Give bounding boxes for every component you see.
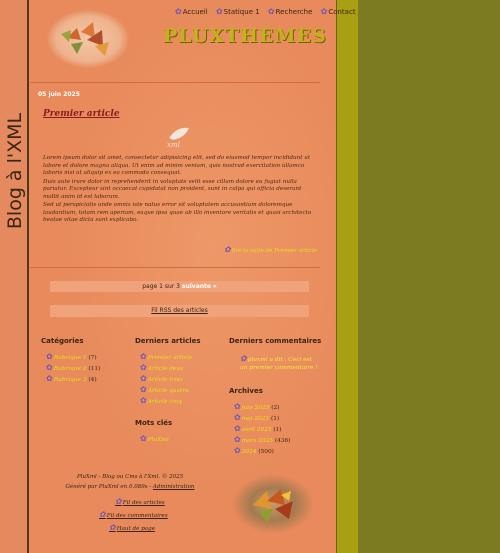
flower-icon: ✿ [140,374,147,383]
list-item[interactable]: ✿mai 2025 (1) [234,413,280,422]
article-paragraph: Lorem ipsum dolor sit amet, consectetur adipisicing elit, sed do eiusmod tempor incididunt ut labore et dolore magna aliqua. Ut enim ad minim veniam, quis nostrud exercitation ullamco laboris nisi ut aliquip ex ea commodo consequat. [43,155,311,176]
vertical-blog-title: Blog à l'XML [4,112,26,230]
archives-list [234,402,290,457]
flower-icon: ✿ [140,396,147,405]
flower-icon: ✿ [140,434,147,443]
leaves-photo-illustration [233,475,313,533]
list-item[interactable]: ✿Rubrique 3 (4) [46,374,97,383]
categories-list [46,352,100,385]
flower-icon: ✿ [224,245,231,254]
nav-search[interactable]: ✿Recherche [267,7,313,16]
pagination: page 1 sur 3 suivante » [50,281,309,292]
recent-articles-list [140,352,192,407]
list-item[interactable]: ✿Article deux [140,363,184,372]
list-item[interactable]: ✿Article cinq [140,396,182,405]
flower-icon: ✿ [140,352,147,361]
list-item[interactable]: ✿Rubrique 2 (11) [46,363,101,372]
xml-leaf-icon [163,124,193,148]
article-title-link[interactable]: Premier article [43,109,120,119]
flower-icon: ✿ [240,354,247,363]
footer-generated: Généré par PluXml en 0.089s - Administration [65,484,195,490]
list-item[interactable]: ✿juin 2025 (2) [234,402,280,411]
flower-icon: ✿ [234,413,241,422]
recent-comment-link[interactable]: ✿pluxml a dit : Ceci est un premier commentaire ! [240,354,318,371]
top-navigation [175,7,362,16]
right-stripe-olive [336,0,359,553]
categories-title: Catégories [41,337,84,345]
article-paragraph: Duis aute irure dolor in reprehenderit in voluptate velit esse cillum dolore eu fugiat nulla pariatur. Excepteur sint occaecat cupidatat non proident, sunt in culpa qui officia deserunt mollit anim id est laborum. [43,178,302,200]
recent-comments-title: Derniers commentaires [229,337,322,345]
flower-icon: ✿ [175,7,182,16]
footer-link-top[interactable]: ✿Haut de page [109,523,156,532]
flower-icon: ✿ [115,497,122,506]
left-sidebar [0,0,29,553]
footer-link-comments-feed[interactable]: ✿Fil des commentaires [99,510,168,519]
flower-icon: ✿ [46,352,53,361]
archives-title: Archives [229,387,263,395]
flower-icon: ✿ [267,7,275,16]
next-page-arrow[interactable]: » [212,283,217,290]
header-divider [30,82,320,83]
flower-icon: ✿ [140,363,147,372]
flower-icon: ✿ [46,363,53,372]
leaves-header-image [47,10,129,68]
xml-logo-text: xml [167,141,180,148]
footer-links [95,496,168,535]
recent-articles-title: Derniers articles [135,337,201,345]
list-item[interactable]: ✿avril 2025 (1) [234,424,282,433]
list-item[interactable]: ✿2024 (500) [234,446,274,455]
right-panel [358,0,500,553]
read-more-link[interactable]: ✿lire la suite de Premier article [224,245,318,254]
flower-icon: ✿ [215,7,223,16]
nav-home[interactable]: ✿Accueil [175,7,208,16]
article-body [43,155,318,226]
footer-copyright: PluXml - Blog ou Cms à l'Xml. © 2025 [76,474,184,480]
flower-icon: ✿ [234,435,241,444]
autumn-leaves-image [233,475,313,533]
article-divider [30,267,320,268]
next-page-link[interactable]: suivante [181,283,211,290]
xml-logo [163,124,193,152]
site-title[interactable]: PLUXTHEMES [163,25,327,47]
flower-icon: ✿ [234,402,241,411]
tags-list [140,434,169,445]
nav-contact[interactable]: ✿Contact [320,7,356,16]
list-item[interactable]: ✿PluXml [140,434,169,443]
rss-articles-link[interactable]: Fil RSS des articles [50,305,309,317]
article-paragraph: Sed ut perspiciatis unde omnis iste natus error sit voluptatem accusantium doloremque laudantium, totam rem aperiam, eaque ipsa quae ab illo inventore veritatis et quasi architecto beatae vitae dicta sunt explicabo. [43,202,312,223]
flower-icon: ✿ [234,424,241,433]
list-item[interactable]: ✿Article quatre [140,385,189,394]
list-item[interactable]: ✿Rubrique 1 (7) [46,352,97,361]
footer-link-articles-feed[interactable]: ✿Fil des articles [115,497,165,506]
list-item[interactable]: ✿Article trois [140,374,183,383]
list-item[interactable]: ✿mars 2025 (436) [234,435,291,444]
leaves-illustration [47,10,129,68]
list-item[interactable]: ✿Premier article [140,352,193,361]
tags-title: Mots clés [135,419,173,427]
flower-icon: ✿ [320,7,328,16]
flower-icon: ✿ [99,510,106,519]
footer-credits [55,472,205,492]
nav-static-1[interactable]: ✿Statique 1 [215,7,260,16]
article-date: 05 juin 2025 [38,91,80,98]
flower-icon: ✿ [234,446,241,455]
flower-icon: ✿ [140,385,147,394]
flower-icon: ✿ [109,523,116,532]
flower-icon: ✿ [46,374,53,383]
admin-link[interactable]: Administration [152,484,195,490]
